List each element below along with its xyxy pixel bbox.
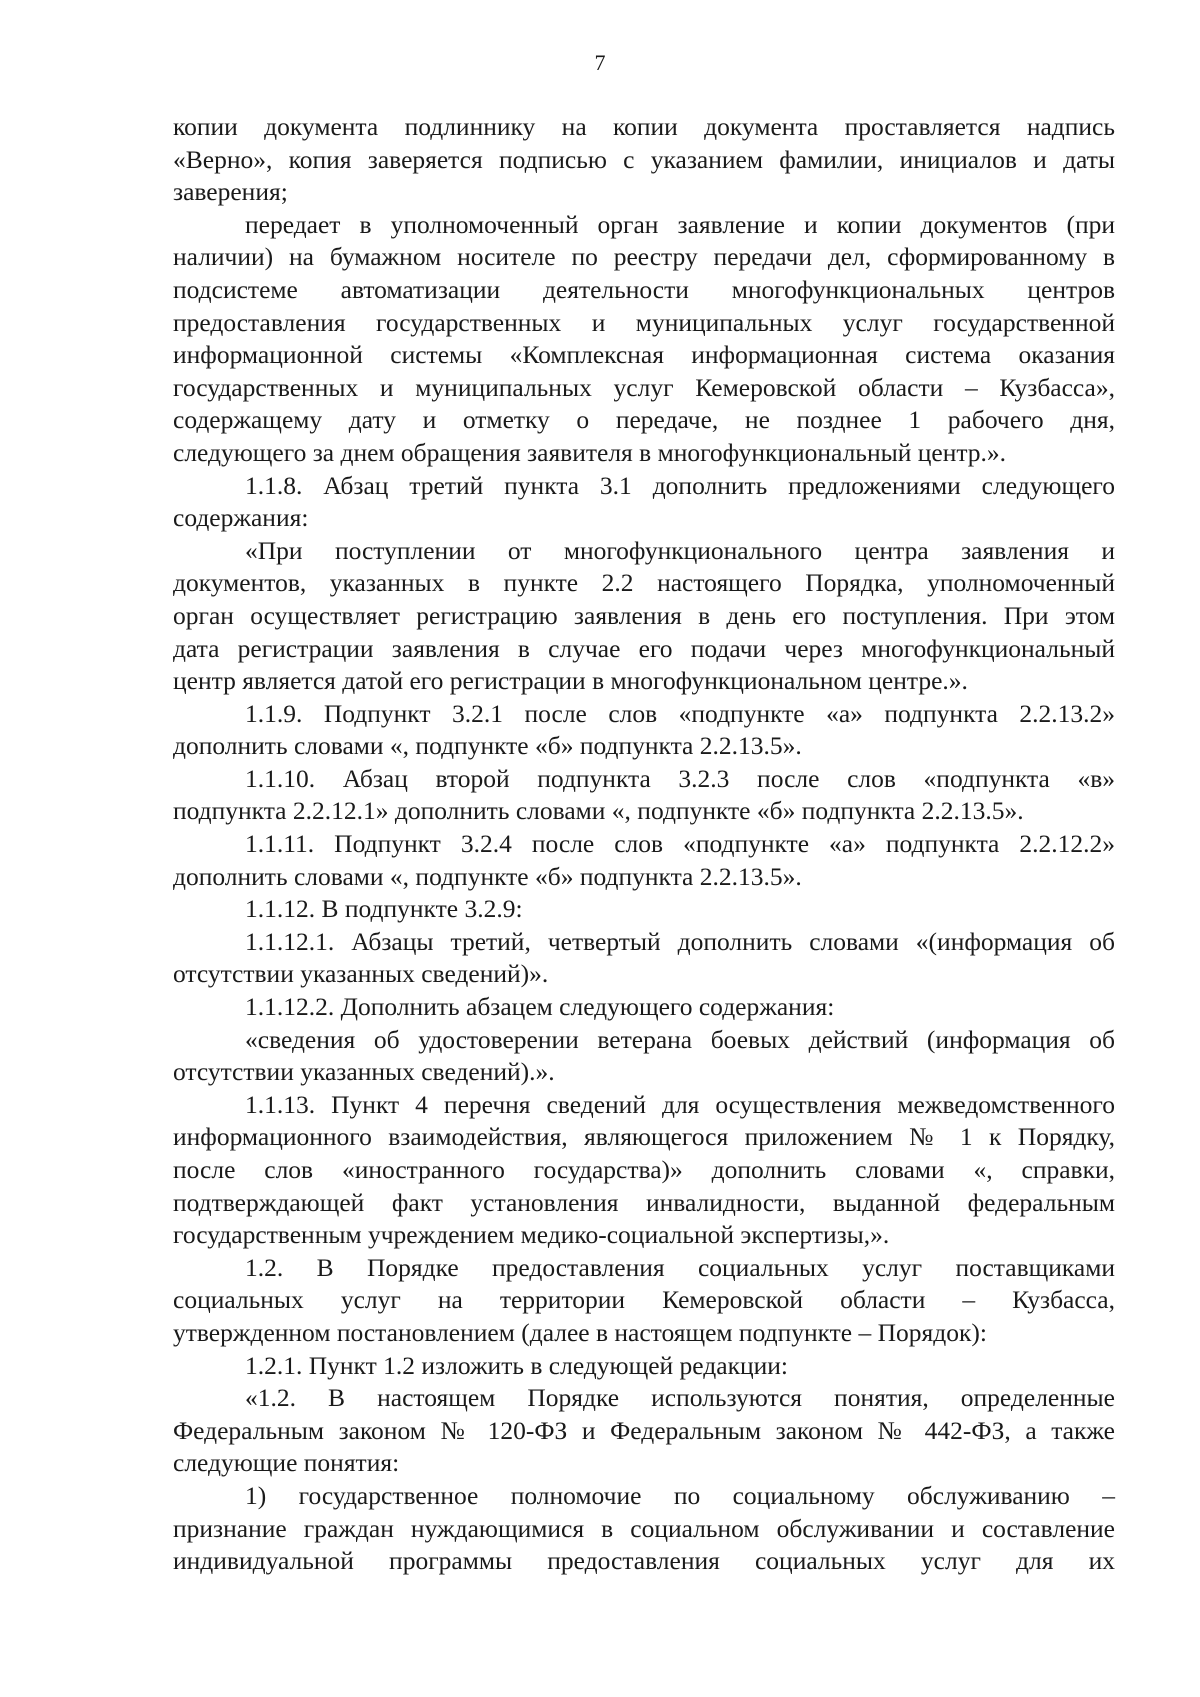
text-line: социальных услуг на территории Кемеровской области – Кузбасса, [173, 1285, 1115, 1315]
text-line: заверения; [173, 177, 288, 207]
text-line: государственных и муниципальных услуг Кемеровской области – Кузбасса», [173, 372, 1115, 402]
text-line: передает в уполномоченный орган заявление и копии документов (при [245, 209, 1115, 239]
text-line: дополнить словами «, подпункте «б» подпункта 2.2.13.5». [173, 861, 802, 891]
text-line: подсистеме автоматизации деятельности многофункциональных центров [173, 274, 1115, 304]
text-line: подпункта 2.2.12.1» дополнить словами «, подпункте «б» подпункта 2.2.13.5». [173, 796, 1024, 826]
text-line: 1.1.12.1. Абзацы третий, четвертый дополнить словами «(информация об [245, 926, 1115, 956]
text-line: 1.1.8. Абзац третий пункта 3.1 дополнить предложениями следующего [245, 470, 1115, 500]
text-line: 1.2.1. Пункт 1.2 изложить в следующей редакции: [245, 1350, 788, 1380]
paragraph-transfer [173, 209, 1115, 470]
paragraph-quote-concepts [173, 1382, 1115, 1480]
text-line: 1.1.12.2. Дополнить абзацем следующего содержания: [245, 992, 835, 1022]
text-line: содержащему дату и отметку о передаче, не позднее 1 рабочего дня, [173, 405, 1115, 435]
text-line: «1.2. В настоящем Порядке используются понятия, определенные [245, 1383, 1115, 1413]
paragraph-quote-registration [173, 535, 1115, 698]
paragraph-1-1-12-2 [173, 991, 1115, 1024]
paragraph-1-1-13 [173, 1089, 1115, 1252]
text-line: 1.1.13. Пункт 4 перечня сведений для осуществления межведомственного [245, 1089, 1115, 1119]
text-line: информационной системы «Комплексная информационная система оказания [173, 340, 1115, 370]
paragraph-1-1-11 [173, 828, 1115, 893]
text-line: 1.1.9. Подпункт 3.2.1 после слов «подпункте «а» подпункта 2.2.13.2» [245, 698, 1115, 728]
text-line: «сведения об удостоверении ветерана боевых действий (информация об [245, 1024, 1115, 1054]
text-line: индивидуальной программы предоставления социальных услуг для их [173, 1546, 1115, 1576]
text-line: отсутствии указанных сведений).». [173, 1057, 555, 1087]
page-number: 7 [594, 50, 606, 75]
paragraph-1-2 [173, 1252, 1115, 1350]
paragraph-quote-veteran [173, 1024, 1115, 1089]
text-line: после слов «иностранного государства)» дополнить словами «, справки, [173, 1155, 1115, 1184]
text-line: следующего за днем обращения заявителя в многофункциональный центр.». [173, 437, 1007, 467]
paragraph-continuation [173, 111, 1115, 209]
document-body [173, 111, 1115, 1578]
paragraph-1-1-9 [173, 698, 1115, 763]
paragraph-1-1-10 [173, 763, 1115, 828]
text-line: отсутствии указанных сведений)». [173, 959, 549, 989]
text-line: копии документа подлиннику на копии документа проставляется надпись [173, 112, 1115, 141]
text-line: 1.1.11. Подпункт 3.2.4 после слов «подпункте «а» подпункта 2.2.12.2» [245, 829, 1115, 859]
text-line: дата регистрации заявления в случае его подачи через многофункциональный [173, 633, 1115, 663]
text-line: орган осуществляет регистрацию заявления в день его поступления. При этом [173, 600, 1115, 630]
text-line: информационного взаимодействия, являющегося приложением № 1 к Порядку, [173, 1122, 1115, 1152]
text-line: 1) государственное полномочие по социальному обслуживанию – [245, 1480, 1115, 1510]
paragraph-1-2-1 [173, 1350, 1115, 1383]
text-line: 1.1.12. В подпункте 3.2.9: [245, 894, 523, 924]
text-line: дополнить словами «, подпункте «б» подпункта 2.2.13.5». [173, 731, 802, 761]
paragraph-item-1 [173, 1480, 1115, 1578]
text-line: следующие понятия: [173, 1448, 400, 1478]
text-line: документов, указанных в пункте 2.2 настоящего Порядка, уполномоченный [173, 568, 1115, 598]
text-line: государственным учреждением медико-социальной экспертизы,». [173, 1220, 890, 1250]
text-line: подтверждающей факт установления инвалидности, выданной федеральным [173, 1187, 1115, 1217]
text-line: Федеральным законом № 120-ФЗ и Федеральным законом № 442-ФЗ, а также [173, 1415, 1115, 1445]
text-line: «Верно», копия заверяется подписью с указанием фамилии, инициалов и даты [173, 144, 1115, 174]
text-line: центр является датой его регистрации в многофункциональном центре.». [173, 666, 968, 696]
paragraph-1-1-8 [173, 470, 1115, 535]
text-line: «При поступлении от многофункционального центра заявления и [245, 535, 1115, 565]
text-line: 1.1.10. Абзац второй подпункта 3.2.3 после слов «подпункта «в» [245, 763, 1115, 793]
text-line: содержания: [173, 503, 309, 533]
text-line: предоставления государственных и муниципальных услуг государственной [173, 307, 1115, 337]
paragraph-1-1-12-1 [173, 926, 1115, 991]
text-line: наличии) на бумажном носителе по реестру передачи дел, сформированному в [173, 242, 1115, 272]
paragraph-1-1-12 [173, 893, 1115, 926]
text-line: признание граждан нуждающимися в социальном обслуживании и составление [173, 1513, 1115, 1543]
text-line: утвержденном постановлением (далее в настоящем подпункте – Порядок): [173, 1317, 987, 1347]
text-line: 1.2. В Порядке предоставления социальных услуг поставщиками [245, 1252, 1115, 1282]
